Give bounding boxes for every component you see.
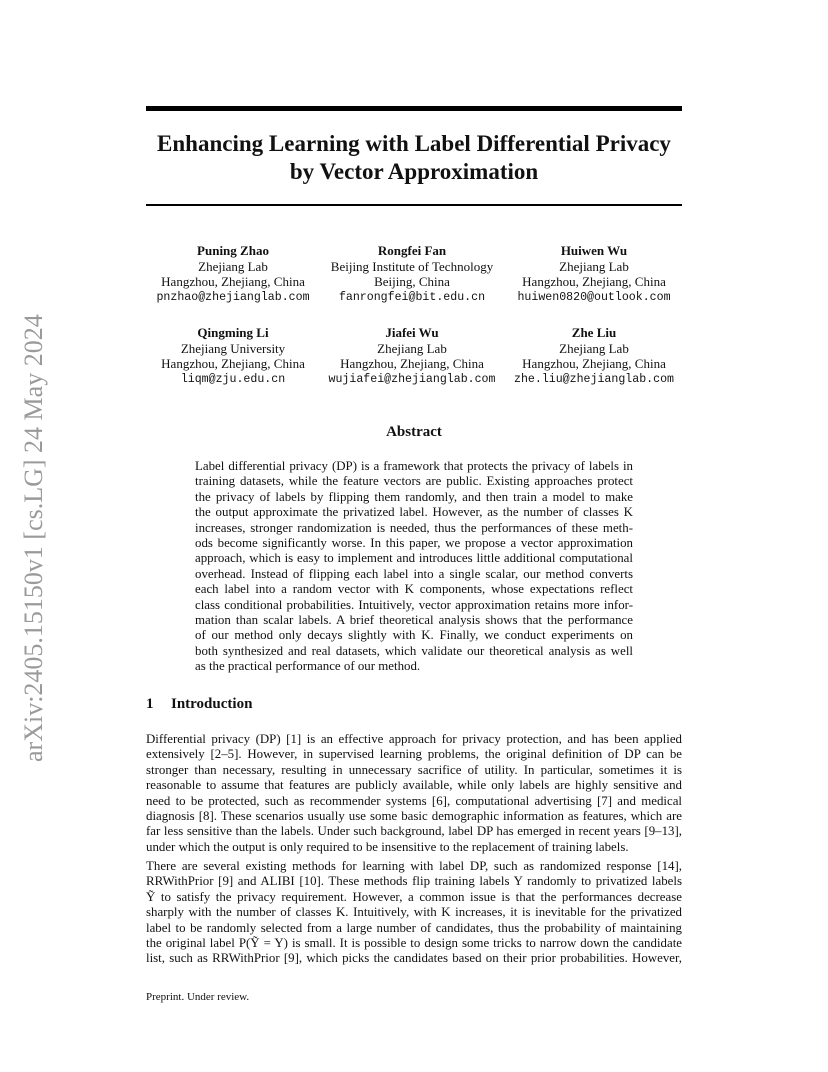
author-email[interactable]: fanrongfei@bit.edu.cn [338, 290, 486, 304]
author-email[interactable]: wujiafei@zhejianglab.com [328, 372, 496, 386]
author-name: Huiwen Wu [560, 243, 628, 258]
body-line: under which the output is only required to be insensitive to the replacement of training labels. [146, 839, 629, 854]
author-email[interactable]: pnzhao@zhejianglab.com [156, 290, 310, 304]
author-email[interactable]: huiwen0820@outlook.com [517, 290, 671, 304]
preprint-footnote: Preprint. Under review. [146, 991, 250, 1003]
author-block [494, 243, 694, 305]
body-line: stronger than necessary, resulting in unnecessary sacrifice of utility. In particular, sometimes it is [146, 762, 682, 777]
abstract-line: increases, stronger randomization is needed, thus the performances of these meth- [195, 520, 633, 535]
paper-title [146, 130, 682, 186]
section-number: 1 [146, 696, 154, 712]
author-email[interactable]: liqm@zju.edu.cn [180, 372, 286, 386]
abstract-line: of our method only decays slightly with K. Finally, we conduct experiments on [195, 628, 633, 643]
body-line: RRWithPrior [9] and ALIBI [10]. These methods flip training labels Y randomly to privatized labels [146, 874, 682, 889]
section-heading-introduction [146, 696, 252, 713]
body-line: extensively [2–5]. However, in supervised learning problems, the original definition of DP can be [146, 747, 682, 762]
abstract-body [195, 459, 633, 674]
author-name: Rongfei Fan [377, 243, 447, 258]
author-block [494, 325, 694, 387]
abstract-line: the privacy of labels by flipping them randomly, and then train a model to make [195, 489, 633, 504]
author-affiliation: Zhejiang Lab [559, 258, 629, 274]
author-affiliation: Beijing Institute of Technology [330, 258, 494, 274]
body-line: diagnosis [8]. These scenarios usually use some basic demographic information as features, which are [146, 808, 682, 823]
abstract-line: each label into a random vector with K components, whose expectations reflect [195, 582, 633, 597]
intro-paragraph-1 [146, 732, 682, 855]
body-line: There are several existing methods for learning with label DP, such as randomized response [14], [146, 859, 682, 873]
author-block [133, 325, 333, 387]
abstract-line: overhead. Instead of flipping each label into a single scalar, our method converts [195, 566, 633, 581]
section-title: Introduction [171, 696, 253, 712]
author-location: Hangzhou, Zhejiang, China [161, 274, 305, 289]
abstract-line: both synthesized and real datasets, which validate our theoretical analysis as well [195, 643, 633, 658]
author-affiliation: Zhejiang Lab [559, 340, 629, 356]
author-email[interactable]: zhe.liu@zhejianglab.com [513, 372, 675, 386]
author-block [312, 243, 512, 305]
author-affiliation: Zhejiang Lab [198, 258, 268, 274]
author-location: Hangzhou, Zhejiang, China [522, 356, 666, 371]
body-line: reasonable to assume that features are publicly available, while only labels are highly sensitive and [146, 778, 682, 793]
arxiv-identifier-text: arXiv:2405.15150v1 [cs.LG] 24 May 2024 [19, 314, 48, 762]
author-location: Hangzhou, Zhejiang, China [522, 274, 666, 289]
body-line: sharply with the number of classes K. Intuitively, with K increases, it is inevitable for the privatized [146, 905, 682, 920]
author-location: Hangzhou, Zhejiang, China [161, 356, 305, 371]
author-name: Jiafei Wu [385, 325, 439, 340]
body-line: the original label P(Ỹ = Y) is small. It is possible to design some tricks to narrow down the candidate [146, 935, 682, 950]
abstract-heading: Abstract [386, 424, 442, 440]
paper-title-line: by Vector Approximation [289, 159, 539, 184]
abstract-line: as the practical performance of our method. [195, 659, 421, 674]
abstract-line: mation than scalar labels. A brief theoretical analysis shows that the performance [195, 612, 633, 627]
author-affiliation: Zhejiang Lab [377, 340, 447, 356]
body-line: far less sensitive than the labels. Under such background, label DP has emerged in recent years [9–13], [146, 824, 682, 839]
author-location: Hangzhou, Zhejiang, China [340, 356, 484, 371]
title-top-rule [146, 106, 682, 111]
paper-title-line: Enhancing Learning with Label Differential Privacy [157, 131, 671, 156]
body-line: Ỹ to satisfy the privacy requirement. However, a common issue is that the performances decrease [146, 889, 682, 904]
author-affiliation: Zhejiang University [180, 340, 286, 356]
author-block [312, 325, 512, 387]
body-line: Differential privacy (DP) [1] is an effective approach for privacy protection, and has been applied [146, 732, 682, 746]
abstract-line: class conditional probabilities. Intuitively, vector approximation retains more infor- [195, 597, 633, 612]
intro-paragraph-2 [146, 859, 682, 967]
author-name: Puning Zhao [197, 243, 269, 258]
author-name: Zhe Liu [571, 325, 617, 340]
author-location: Beijing, China [374, 274, 450, 289]
abstract-line: training datasets, while the feature vectors are public. Existing approaches protect [195, 474, 633, 489]
abstract-line: Label differential privacy (DP) is a framework that protects the privacy of labels in [195, 459, 633, 473]
abstract-line: approach, which is easy to implement and introduces little additional computational [195, 551, 633, 566]
abstract-line: the output approximate the privatized label. However, as the number of classes K [195, 505, 633, 520]
body-line: need to be protected, such as recommender systems [6], computational advertising [7] and medical [146, 793, 682, 808]
body-line: list, such as RRWithPrior [9], which picks the candidates based on their prior probabilities. However, [146, 951, 682, 966]
title-bottom-rule [146, 204, 682, 206]
abstract-line: ods become significantly worse. In this paper, we propose a vector approximation [195, 535, 633, 550]
author-name: Qingming Li [197, 325, 269, 340]
body-line: label to be randomly selected from a large number of candidates, thus the probability of maintaining [146, 920, 682, 935]
author-block [133, 243, 333, 305]
arxiv-identifier-stamp [2, 262, 52, 762]
